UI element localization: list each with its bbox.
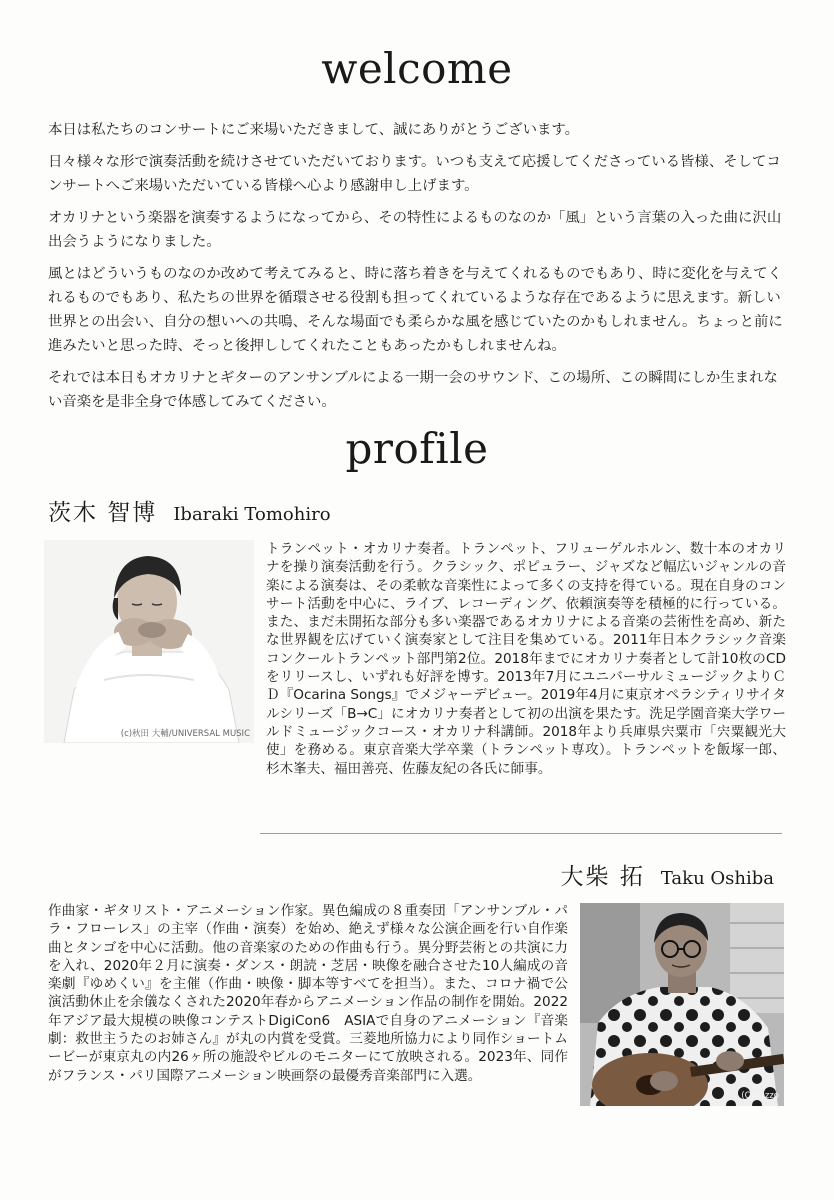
artist-name-en: Taku Oshiba bbox=[660, 868, 774, 889]
oshiba-photo bbox=[580, 903, 784, 1106]
ibaraki-photo bbox=[44, 540, 254, 743]
artist-name-en: Ibaraki Tomohiro bbox=[173, 504, 331, 525]
photo-credit: (C)Bozzo bbox=[741, 1091, 779, 1101]
welcome-heading: welcome bbox=[321, 44, 513, 93]
welcome-text bbox=[48, 118, 788, 422]
welcome-paragraph: 本日は私たちのコンサートにご来場いただきまして、誠にありがとうございます。 bbox=[48, 122, 580, 138]
artist-bio-oshiba: 作曲家・ギタリスト・アニメーション作家。異色編成の８重奏団「アンサンブル・パラ・フローレス」の主宰（作曲・演奏）を始め、絶えず様々な公演企画を行い自作楽曲とタンゴを中心に活動。他の音楽家のための作曲も行う。異分野芸術との共演に力を入れ、2020年２月に演奏・ダンス・朗読・芝居・映像を融合させた10人編成の音楽劇『ゆめくい』を主催（作曲・映像・脚本等すべてを担当）。また、コロナ禍で公演活動休止を余儀なくされた2020年春からアニメーション作品の制作を開始。2022年アジア最大規模の映像コンテストDigiCon6 ASIAで自身のアニメーション『音楽劇：救世主うたのお姉さん』が丸の内賞を受賞。三菱地所協力により同作ショートムービーが東京丸の内26ヶ所の施設やビルのモニターにて放映される。2023年、同作がフランス・パリ国際アニメーション映画祭の最優秀音楽部門に入選。 bbox=[48, 903, 568, 1084]
artist-name-oshiba bbox=[561, 858, 774, 891]
welcome-paragraph: それでは本日もオカリナとギターのアンサンブルによる一期一会のサウンド、この場所、この瞬間にしか生まれない音楽を是非全身で体感してみてください。 bbox=[48, 370, 778, 410]
artist-name-ibaraki bbox=[48, 494, 331, 527]
portrait-guitarist-image bbox=[580, 903, 784, 1106]
artist-name-jp: 茨木 智博 bbox=[48, 500, 158, 526]
welcome-paragraph: 風とはどういうものなのか改めて考えてみると、時に落ち着きを与えてくれるものでもあり、時に変化を与えてくれるものでもあり、私たちの世界を循環させる役割も担ってくれているような存在であるように思えます。新しい世界との出会い、自分の想いへの共鳴、そんな場面でも柔らかな風を感じていたのかもしれません。ちょっと前に進みたいと思った時、そっと後押ししてくれたこともあったかもしれませんね。 bbox=[48, 266, 783, 354]
photo-credit: (c)秋田 大輔/UNIVERSAL MUSIC bbox=[120, 729, 250, 739]
artist-name-jp: 大柴 拓 bbox=[560, 864, 645, 890]
welcome-paragraph: 日々様々な形で演奏活動を続けさせていただいております。いつも支えて応援してくださっている皆様、そしてコンサートへご来場いただいている皆様へ心より感謝申し上げます。 bbox=[48, 154, 781, 194]
artist-bio-ibaraki: トランペット・オカリナ奏者。トランペット、フリューゲルホルン、数十本のオカリナを操り演奏活動を行う。クラシック、ポピュラー、ジャズなど幅広いジャンルの音楽による演奏は、その柔軟な音楽性によって多くの支持を得ている。現在自身のコンサート活動を中心に、ライブ、レコーディング、依頼演奏等を積極的に行っている。また、まだ未開拓な部分も多い楽器であるオカリナによる音楽の芸術性を高め、新たな世界観を広げていく演奏家として注目を集めている。2011年日本クラシック音楽コンクールトランペット部門第2位。2018年までにオカリナ奏者として計10枚のCDをリリースし、いずれも好評を博す。2013年7月にユニバーサルミュージックよりＣＤ『Ocarina Songs』でメジャーデビュー。2019年4月に東京オペラシティリサイタルシリーズ「B→C」にオカリナ奏者として初の出演を果たす。洗足学園音楽大学ワールドミュージックコース・オカリナ科講師。2018年より兵庫県宍粟市「宍粟観光大使」を務める。東京音楽大学卒業（トランペット専攻）。トランペットを飯塚一郎、杉木峯夫、福田善亮、佐藤友紀の各氏に師事。 bbox=[266, 541, 786, 777]
section-divider bbox=[260, 833, 782, 834]
profile-heading: profile bbox=[345, 424, 489, 473]
portrait-ocarina-player-image bbox=[44, 540, 254, 743]
welcome-paragraph: オカリナという楽器を演奏するようになってから、その特性によるものなのか「風」という言葉の入った曲に沢山出会うようになりました。 bbox=[48, 210, 782, 250]
